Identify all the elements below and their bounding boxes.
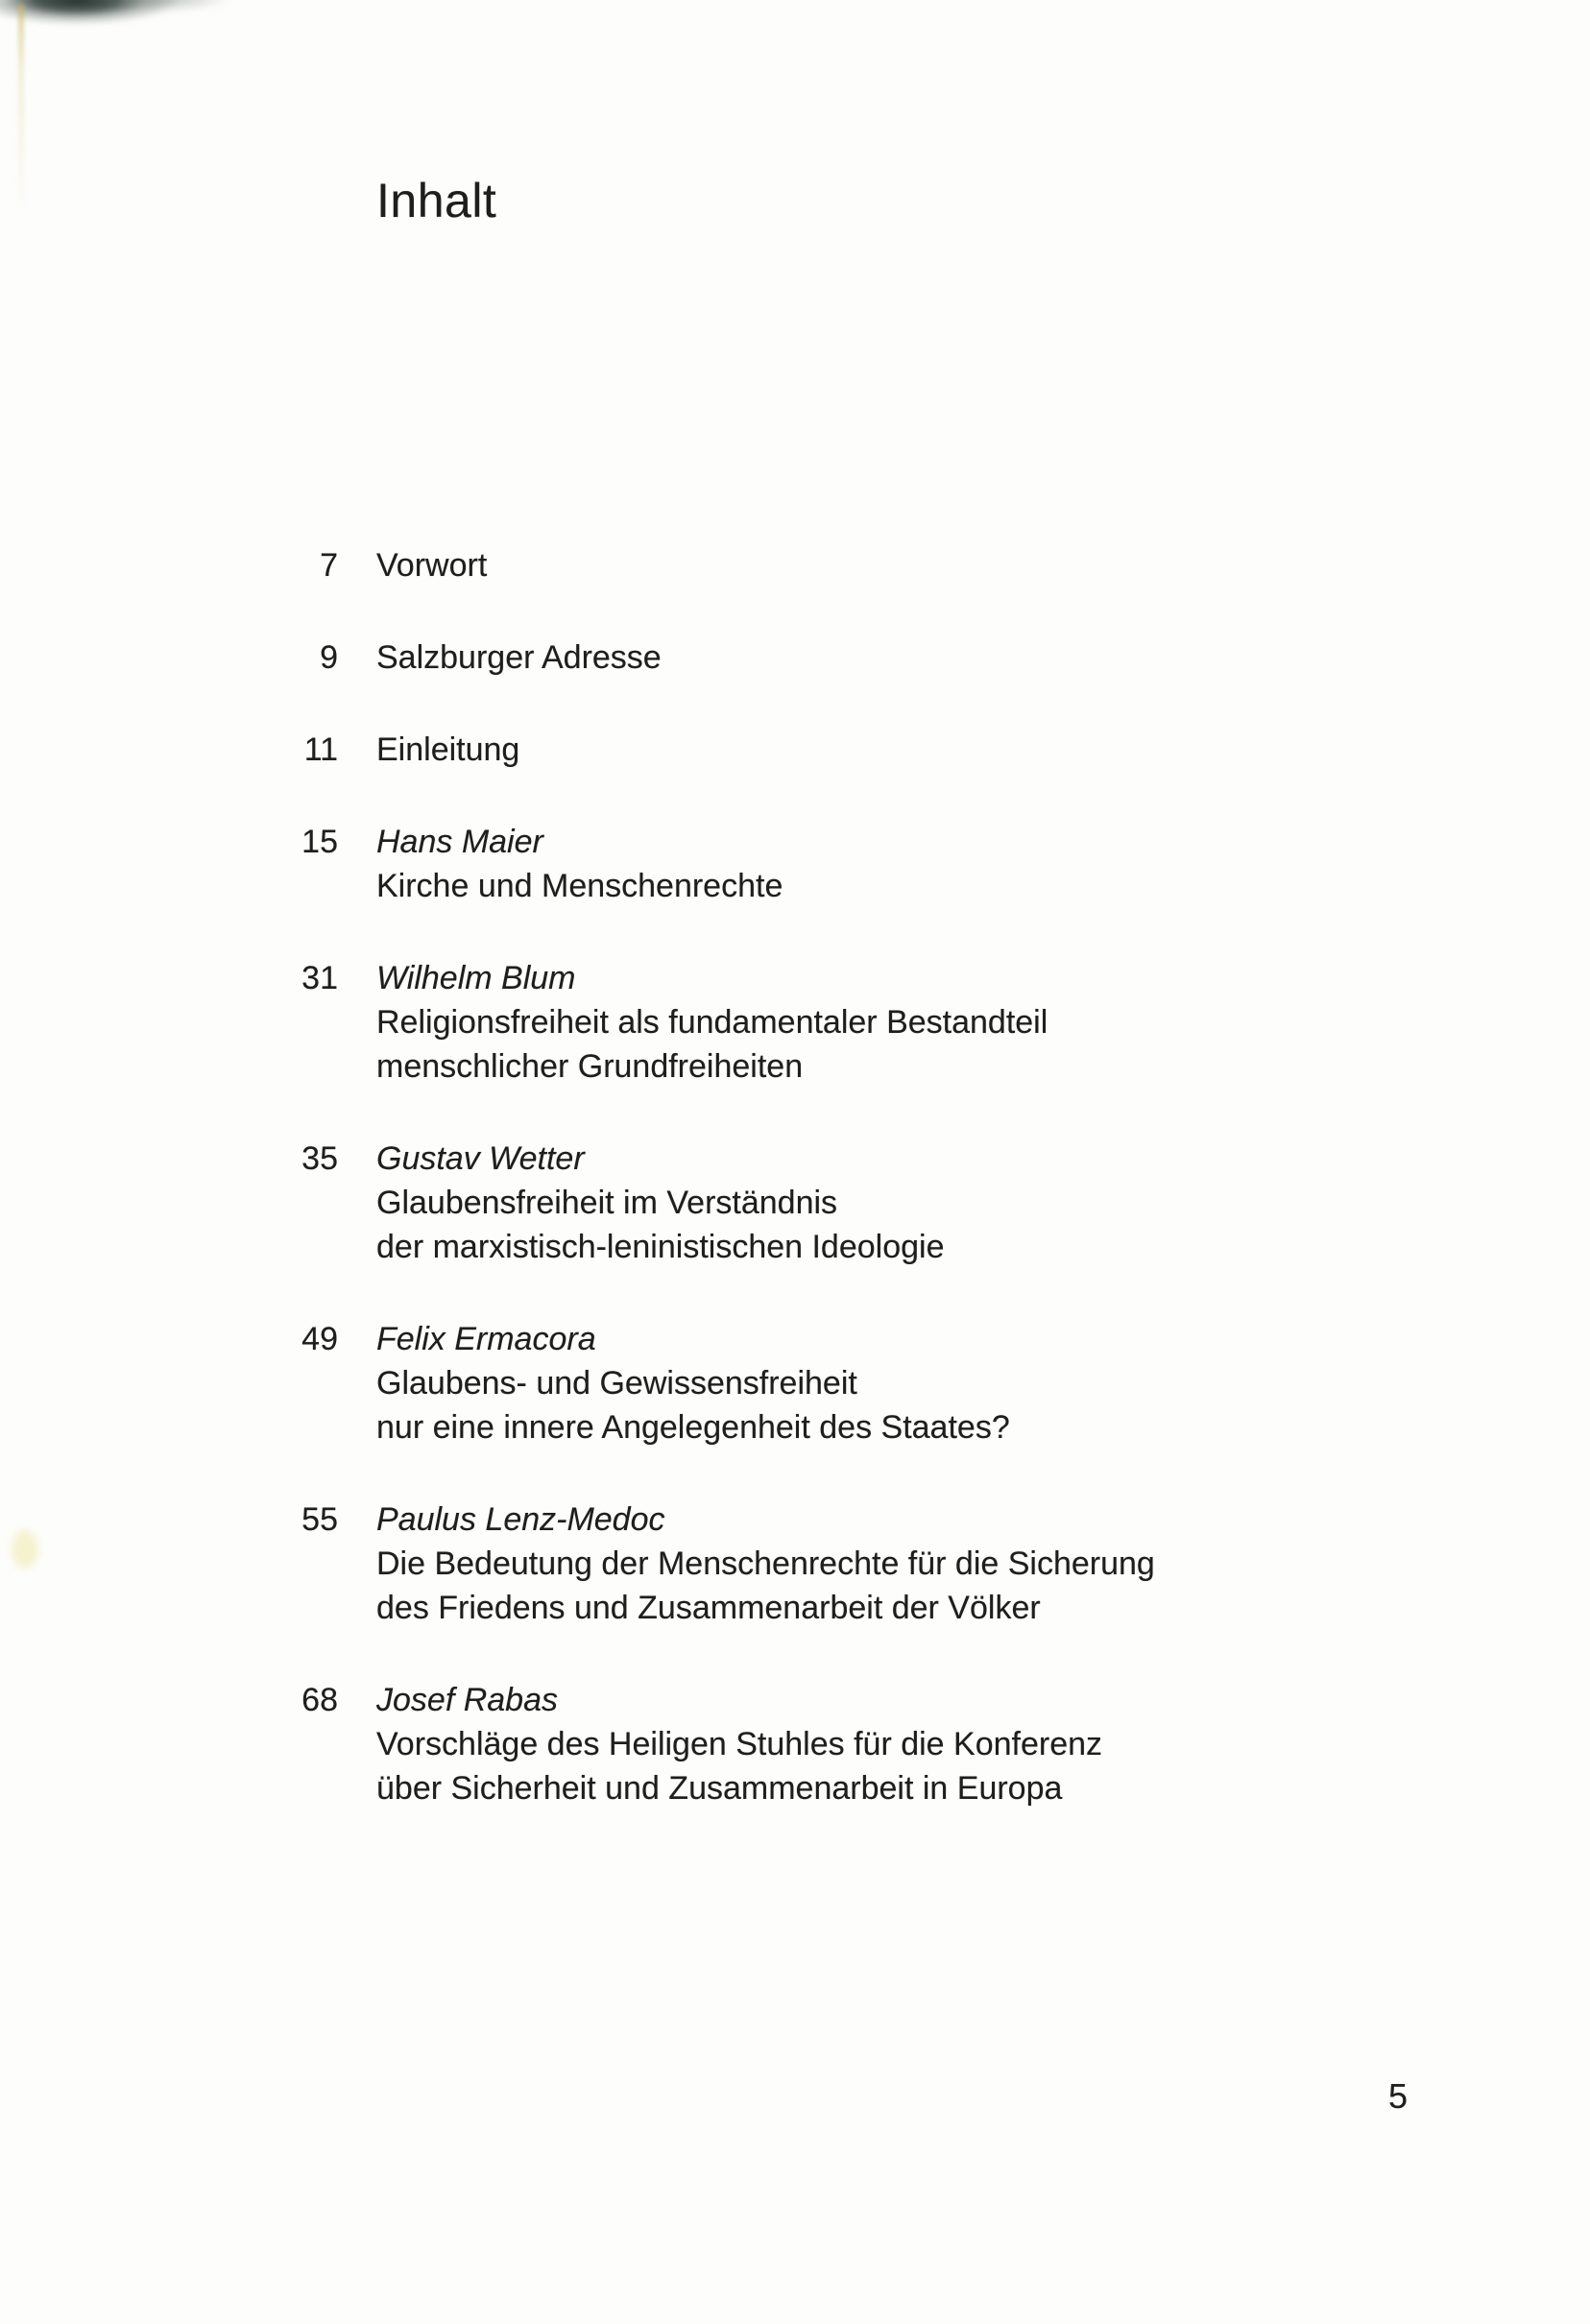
page-title: Inhalt (376, 174, 497, 228)
toc-entry-text (376, 820, 783, 908)
toc-entry-page-number: 68 (301, 1682, 338, 1718)
toc-entry-author: Wilhelm Blum (376, 960, 576, 996)
toc-entry-title-line: menschlicher Grundfreiheiten (376, 1048, 804, 1085)
toc-entry-text (376, 1317, 1010, 1450)
scan-streak (18, 4, 24, 225)
table-of-contents (288, 543, 1344, 1858)
toc-entry-author: Hans Maier (376, 824, 543, 860)
toc-entry (288, 1137, 1344, 1269)
toc-entry-title-line: Glaubens- und Gewissensfreiheit (376, 1365, 857, 1402)
toc-entry-title-line: Religionsfreiheit als fundamentaler Bestandteil (376, 1004, 1048, 1041)
toc-entry-page-number: 49 (301, 1321, 338, 1357)
scan-smudge-corner-tail (86, 0, 230, 12)
toc-entry-author: Gustav Wetter (376, 1140, 585, 1177)
toc-entry-title-line: über Sicherheit und Zusammenarbeit in Europa (376, 1770, 1063, 1807)
toc-entry-page-number: 31 (301, 960, 338, 996)
toc-entry-text (376, 1678, 1102, 1810)
toc-entry-title-line: nur eine innere Angelegenheit des Staates? (376, 1409, 1010, 1446)
toc-entry (288, 1678, 1344, 1810)
toc-entry-page-number: 9 (320, 639, 338, 676)
toc-entry (288, 1317, 1344, 1450)
toc-entry-author: Josef Rabas (376, 1682, 558, 1718)
toc-entry-text (376, 728, 519, 772)
toc-entry-page-number: 35 (301, 1140, 338, 1177)
toc-entry-title-line: Vorwort (376, 547, 488, 584)
toc-entry-title-line: Die Bedeutung der Menschenrechte für die Sicherung (376, 1545, 1155, 1582)
page-number: 5 (1387, 2076, 1408, 2116)
toc-entry-title-line: Salzburger Adresse (376, 639, 662, 676)
toc-entry-text (376, 1497, 1155, 1630)
toc-entry (288, 956, 1344, 1089)
toc-entry-text (376, 956, 1048, 1089)
toc-entry-page-number: 7 (320, 547, 338, 584)
toc-entry-text (376, 635, 662, 680)
toc-entry-title-line: Einleitung (376, 731, 520, 768)
toc-entry-text (376, 1137, 945, 1269)
toc-entry (288, 1497, 1344, 1630)
toc-entry-title-line: Kirche und Menschenrechte (376, 868, 783, 904)
toc-entry (288, 635, 1344, 680)
toc-entry-title-line: des Friedens und Zusammenarbeit der Völker (376, 1590, 1041, 1626)
toc-entry-page-number: 11 (303, 731, 338, 768)
toc-entry-page-number: 15 (301, 824, 338, 860)
toc-entry (288, 728, 1344, 772)
toc-entry (288, 820, 1344, 908)
toc-entry (288, 543, 1344, 587)
toc-entry-text (376, 543, 487, 587)
toc-entry-title-line: Vorschläge des Heiligen Stuhles für die Konferenz (376, 1726, 1103, 1762)
toc-entry-author: Paulus Lenz-Medoc (376, 1501, 665, 1538)
toc-entry-page-number: 55 (301, 1501, 338, 1538)
toc-entry-title-line: der marxistisch-leninistischen Ideologie (376, 1229, 945, 1265)
toc-entry-author: Felix Ermacora (376, 1321, 596, 1357)
scan-spot (12, 1530, 38, 1569)
toc-entry-title-line: Glaubensfreiheit im Verständnis (376, 1185, 838, 1221)
